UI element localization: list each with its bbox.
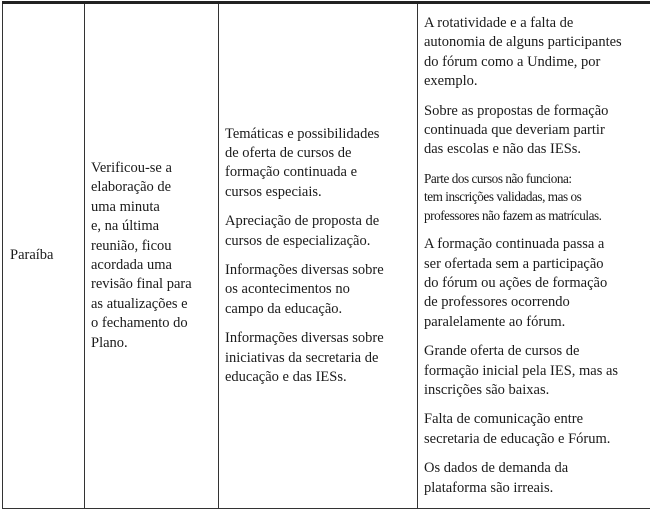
forum-table (2, 1, 650, 509)
difficulty-item: Falta de comunicação entre secretaria de educação e Fórum. (424, 411, 611, 447)
state-name: Paraíba (10, 247, 54, 264)
difficulty-item: Os dados de demanda da plataforma são irreais. (424, 460, 569, 496)
topic-item: Informações diversas sobre os acontecimentos no campo da educação. (225, 262, 384, 317)
status-text: Verificou-se a elaboração de uma minuta e, na última reunião, ficou acordada uma revisão final para as atualizações e o fechamento do Plano. (91, 159, 192, 351)
topic-item: Temáticas e possibilidades de oferta de cursos de formação continuada e cursos especiais. (225, 125, 380, 200)
status-cell (85, 3, 219, 509)
difficulty-item: A formação continuada passa a ser ofertada sem a participação do fórum ou ações de formação de professores ocorrendo paralelamente ao fórum. (424, 236, 608, 330)
state-cell (3, 3, 85, 509)
topics-cell (219, 3, 418, 509)
difficulty-item: Grande oferta de cursos de formação inicial pela IES, mas as inscrições são baixas. (424, 343, 619, 399)
difficulty-item: A rotatividade e a falta de autonomia de alguns participantes do fórum como a Undime, por exemplo. (424, 14, 622, 90)
difficulty-item: Parte dos cursos não funciona: tem inscrições validadas, mas os professores não fazem as matrículas. (424, 170, 602, 223)
topic-item: Apreciação de proposta de cursos de especialização. (225, 213, 380, 249)
difficulty-item: Sobre as propostas de formação continuada que deveriam partir das escolas e não das IESs. (424, 102, 609, 158)
difficulties-cell (418, 3, 650, 509)
table-row (3, 3, 650, 509)
topic-item: Informações diversas sobre iniciativas da secretaria de educação e das IESs. (225, 330, 384, 386)
